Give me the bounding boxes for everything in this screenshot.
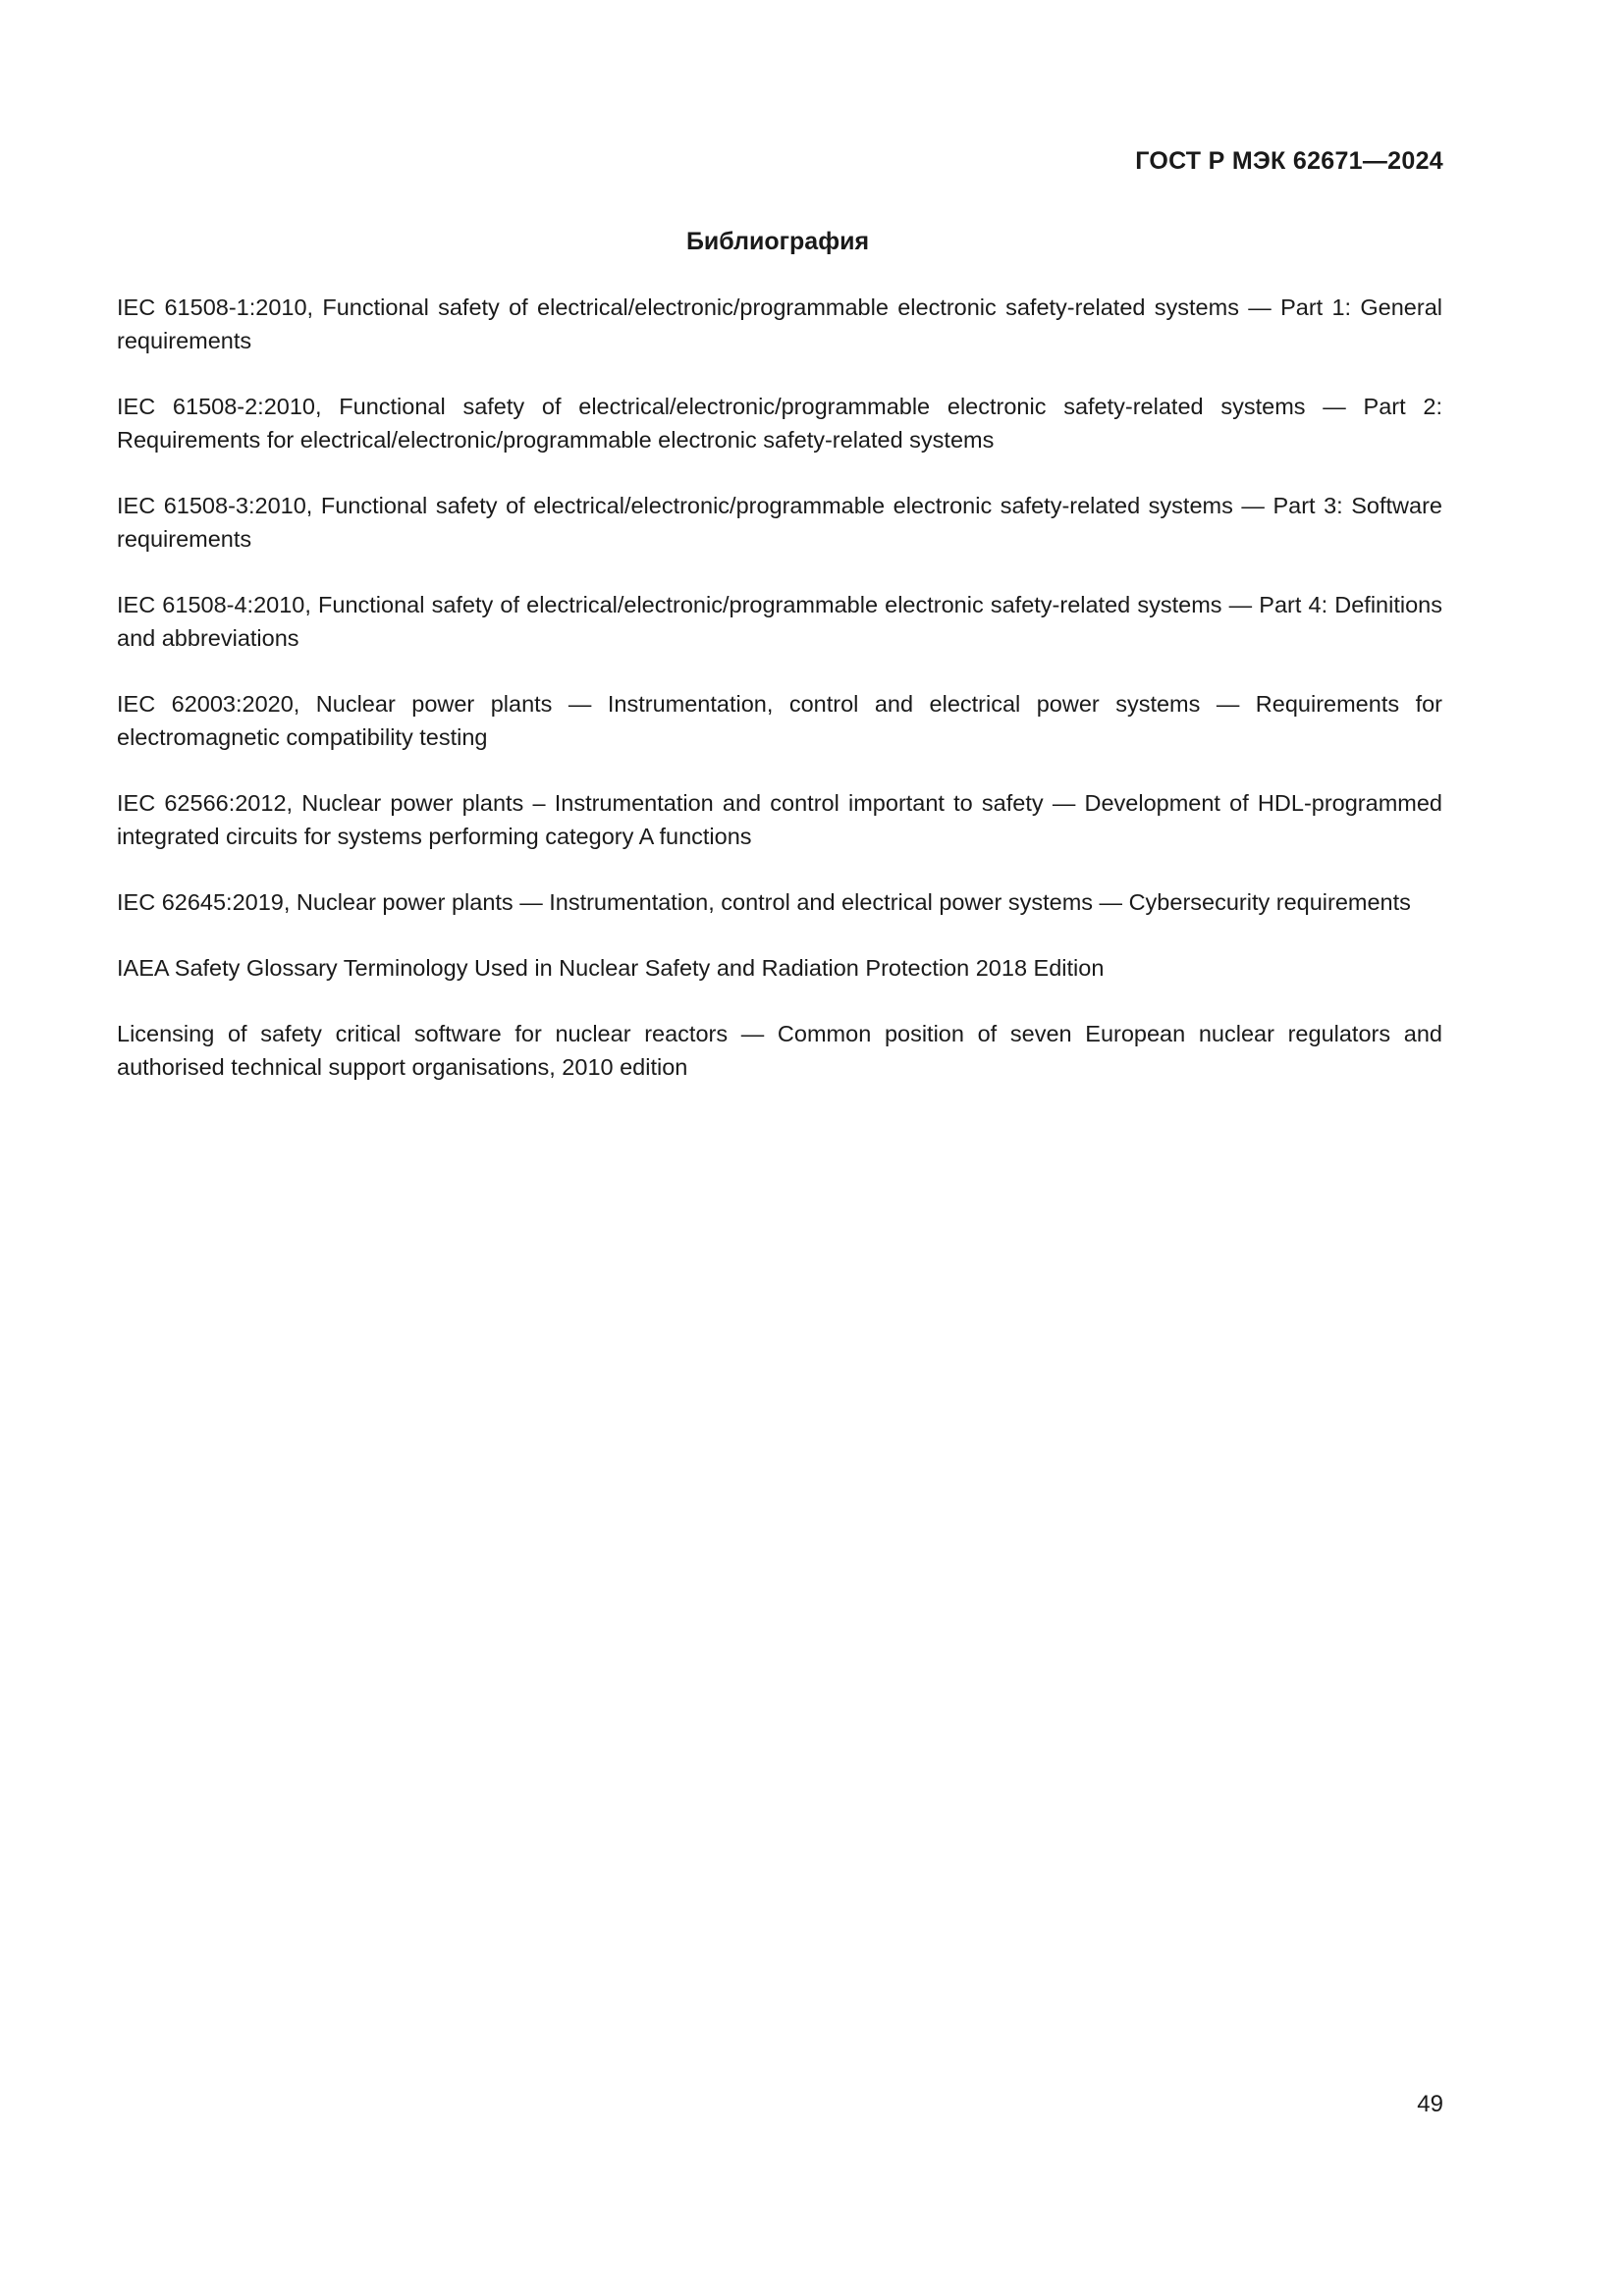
section-title: Библиография bbox=[685, 228, 870, 255]
bibliography-entry: IEC 62003:2020, Nuclear power plants — Instrumentation, control and electrical power systems — Requirements for electromagnetic compatibility testing bbox=[117, 691, 1442, 750]
page-number: 49 bbox=[1417, 2091, 1443, 2117]
bibliography-entry: Licensing of safety critical software for nuclear reactors — Common position of seven European nuclear regulators and authorised technical support organisations, 2010 edition bbox=[117, 1021, 1442, 1080]
bibliography-entry: IEC 62566:2012, Nuclear power plants – Instrumentation and control important to safety — Development of HDL-programmed integrated circuits for systems performing category A functions bbox=[117, 790, 1442, 849]
document-code: ГОСТ Р МЭК 62671—2024 bbox=[1135, 147, 1443, 175]
bibliography-entry: IEC 61508-3:2010, Functional safety of electrical/electronic/programmable electronic safety-related systems — Part 3: Software requirements bbox=[117, 493, 1442, 552]
bibliography-entry: IEC 61508-1:2010, Functional safety of electrical/electronic/programmable electronic safety-related systems — Part 1: General requirements bbox=[117, 294, 1442, 353]
bibliography-entry: IEC 61508-2:2010, Functional safety of electrical/electronic/programmable electronic safety-related systems — Part 2: Requirements for electrical/electronic/programmable electronic safety-related systems bbox=[117, 394, 1442, 453]
bibliography-list bbox=[117, 291, 1442, 1116]
bibliography-entry: IAEA Safety Glossary Terminology Used in Nuclear Safety and Radiation Protection 2018 Edition bbox=[117, 955, 1105, 981]
bibliography-entry: IEC 62645:2019, Nuclear power plants — Instrumentation, control and electrical power systems — Cybersecurity requirements bbox=[117, 889, 1411, 915]
bibliography-entry: IEC 61508-4:2010, Functional safety of electrical/electronic/programmable electronic safety-related systems — Part 4: Definitions and abbreviations bbox=[117, 592, 1442, 651]
